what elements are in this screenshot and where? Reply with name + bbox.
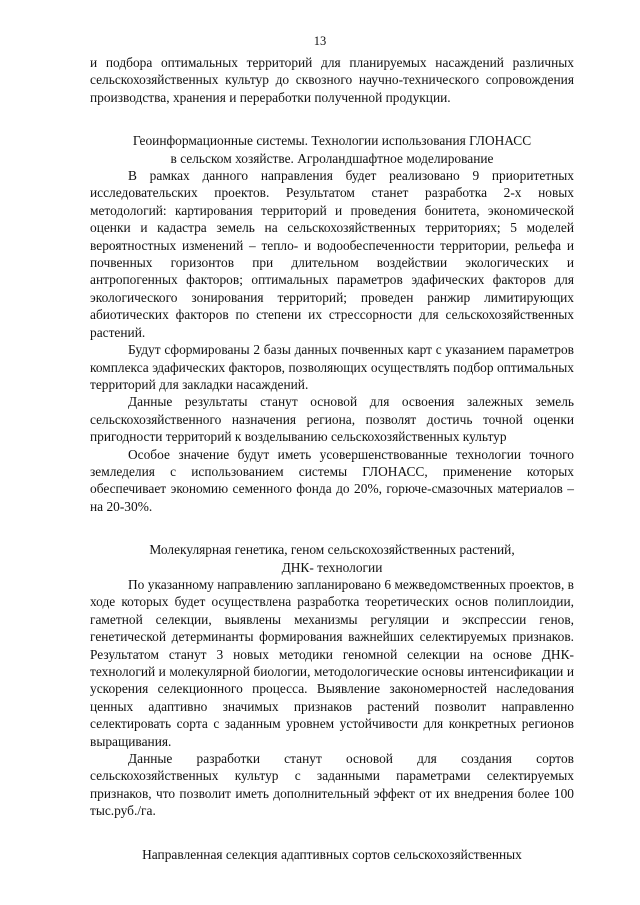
section2-heading-line1: Молекулярная генетика, геном сельскохозяйственных растений,	[149, 542, 515, 558]
section2-paragraph-2: Данные разработки станут основой для создания сортов сельскохозяйственных культур с заданными параметрами селектируемых признаков, что позволит иметь дополнительный эффект от их внедрения более 100 тыс.руб./га.	[90, 751, 574, 819]
page-number: 13	[313, 34, 327, 48]
page-content	[90, 54, 574, 863]
section1-heading-line1: Геоинформационные системы. Технологии использования ГЛОНАСС	[132, 133, 532, 149]
section3-heading-line1: Направленная селекция адаптивных сортов сельскохозяйственных	[142, 846, 522, 862]
intro-paragraph: и подбора оптимальных территорий для планируемых насаждений различных сельскохозяйственных культур до сквозного научно-технического сопровождения производства, хранения и переработки полученной продукции.	[90, 55, 574, 105]
section1-paragraph-2: Будут сформированы 2 базы данных почвенных карт с указанием параметров комплекса эдафических факторов, позволяющих осуществлять подбор оптимальных территорий для закладки насаждений.	[90, 342, 574, 392]
section1-paragraph-4: Особое значение будут иметь усовершенствованные технологии точного земледелия с использованием системы ГЛОНАСС, применение которых обеспечивает экономию семенного фонда до 20%, горюче-смазочных материалов – на 20-30%.	[90, 446, 574, 514]
section1-paragraph-3: Данные результаты станут основой для освоения залежных земель сельскохозяйственного назначения региона, позволят достичь точной оценки пригодности территорий к возделыванию сельскохозяйственных культур	[90, 394, 574, 445]
section2-paragraph-1: По указанному направлению запланировано 6 межведомственных проектов, в ходе которых будет осуществлена разработка теоретических основ полиплоидии, гаметной селекции, выявлены механизмы регуляции и экспрессии генов, генетической детерминанты формирования важнейших селектируемых признаков. Результатом станут 3 новых методики геномной селекции на основе ДНК-технологий и молекулярной биологии, методологические основы интенсификации и ускорения селекционного процесса. Выявление закономерностей наследования ценных адаптивно значимых признаков растений позволит направленно селектировать сорта с заданным уровнем устойчивости для конкретных регионов выращивания.	[90, 576, 574, 749]
section2-heading-line2: ДНК- технологии	[281, 559, 383, 575]
section1-heading-line2: в сельском хозяйстве. Агроландшафтное моделирование	[170, 150, 494, 166]
section1-paragraph-1: В рамках данного направления будет реализовано 9 приоритетных исследовательских проектов. Результатом станет разработка 2-х новых методологий: картирования территорий и проведения бонитета, экономической оценки и кадастра земель на сельскохозяйственных территориях; 5 моделей вероятностных изменений – тепло- и водообеспеченности территории, рельефа и почвенных горизонтов при длительном воздействии экологических и антропогенных факторов; оптимальных параметров эдафических факторов для экологического зонирования территорий; проведен ранжир лимитирующих абиотических факторов по степени их стрессорности для сельскохозяйственных растений.	[90, 168, 574, 340]
